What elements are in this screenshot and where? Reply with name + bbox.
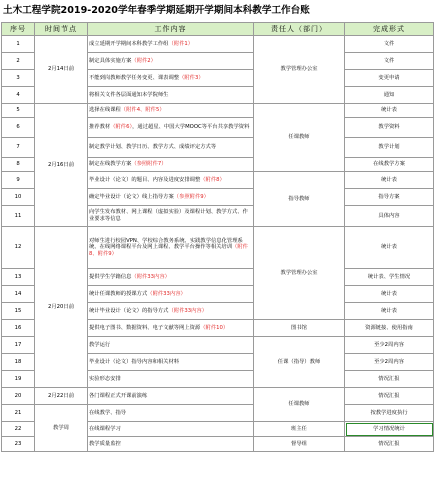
selected-form-cell[interactable]: 学习情况统计 xyxy=(345,422,434,437)
content-cell[interactable]: 成立延期开学期间本科教学工作组（附件1） xyxy=(88,36,254,53)
owner-cell[interactable]: 教学管理办公室 xyxy=(254,227,345,320)
form-cell[interactable]: 按教学进度执行 xyxy=(345,405,434,422)
content-cell[interactable]: 教学质量监控 xyxy=(88,437,254,452)
row-number[interactable]: 10 xyxy=(2,189,35,206)
owner-cell[interactable]: 指导教师 xyxy=(254,172,345,227)
table-row xyxy=(2,36,434,53)
content-cell[interactable]: 制定具体实施方案（附件2） xyxy=(88,53,254,70)
content-cell[interactable]: 统计毕业设计（论文）的指导方式（附件33内容） xyxy=(88,303,254,320)
form-cell[interactable]: 教学资料 xyxy=(345,118,434,138)
header-row xyxy=(2,23,434,36)
date-cell[interactable]: 2月22日前 xyxy=(35,388,88,405)
row-number[interactable]: 22 xyxy=(2,422,35,437)
content-cell[interactable]: 提供学生学籍信息（附件33内容） xyxy=(88,269,254,286)
content-cell[interactable]: 向学生发布教材、网上课程（虚拟实验）及课程计划、教学方式、作业要求等信息 xyxy=(88,206,254,227)
row-number[interactable]: 1 xyxy=(2,36,35,53)
owner-cell[interactable]: 班主任 xyxy=(254,422,345,437)
content-cell[interactable]: 实验形态安排 xyxy=(88,371,254,388)
row-number[interactable]: 3 xyxy=(2,70,35,87)
content-cell[interactable]: 制定教学计划、教学日历、教学方式、成绩评定方式等 xyxy=(88,138,254,158)
row-number[interactable]: 21 xyxy=(2,405,35,422)
form-cell[interactable]: 文件 xyxy=(345,53,434,70)
table-row xyxy=(2,388,434,405)
form-cell[interactable]: 情况汇报 xyxy=(345,388,434,405)
form-cell[interactable]: 情况汇报 xyxy=(345,371,434,388)
form-cell[interactable]: 统计表 xyxy=(345,227,434,269)
form-cell[interactable]: 统计表 xyxy=(345,104,434,118)
row-number[interactable]: 15 xyxy=(2,303,35,320)
form-cell[interactable]: 至少2周内容 xyxy=(345,337,434,354)
row-number[interactable]: 23 xyxy=(2,437,35,452)
row-number[interactable]: 20 xyxy=(2,388,35,405)
table-row xyxy=(2,227,434,269)
content-cell[interactable]: 统计任课教师的授课方式（附件33内容） xyxy=(88,286,254,303)
date-cell[interactable]: 2月20日前 xyxy=(35,227,88,388)
content-cell[interactable]: 选择在线课程（附件4、附件5） xyxy=(88,104,254,118)
form-cell[interactable]: 变更申请 xyxy=(345,70,434,87)
content-cell[interactable]: 推荐教材（附件6），通过超星、中国大学MOOC等平台共享教学资料 xyxy=(88,118,254,138)
form-cell[interactable]: 情况汇报 xyxy=(345,437,434,452)
form-cell[interactable]: 在线教学方案 xyxy=(345,158,434,172)
content-cell[interactable]: 确定毕业设计（论文）线上指导方案（参照附件9） xyxy=(88,189,254,206)
row-number[interactable]: 19 xyxy=(2,371,35,388)
content-cell[interactable]: 制定在线教学方案（参照附件7） xyxy=(88,158,254,172)
sheet-title: 土木工程学院2019-2020学年春季学期延期开学期间本科教学工作台账 xyxy=(3,5,310,16)
form-cell[interactable]: 统计表 xyxy=(345,303,434,320)
form-cell[interactable]: 教学计划 xyxy=(345,138,434,158)
col-header-content[interactable]: 工作内容 xyxy=(88,23,254,36)
table-row xyxy=(2,405,434,422)
table-row xyxy=(2,104,434,118)
date-cell[interactable]: 教学周 xyxy=(35,405,88,452)
form-cell[interactable]: 资源链接、使用指南 xyxy=(345,320,434,337)
col-header-no[interactable]: 序号 xyxy=(2,23,35,36)
row-number[interactable]: 7 xyxy=(2,138,35,158)
row-number[interactable]: 12 xyxy=(2,227,35,269)
form-cell[interactable]: 指导方案 xyxy=(345,189,434,206)
row-number[interactable]: 4 xyxy=(2,87,35,104)
form-cell[interactable]: 具体内容 xyxy=(345,206,434,227)
work-ledger-table xyxy=(1,22,434,452)
content-cell[interactable]: 毕业设计（论文）指导内容和相关材料 xyxy=(88,354,254,371)
form-cell[interactable]: 统计表、学生情况 xyxy=(345,269,434,286)
owner-cell[interactable]: 任课教师 xyxy=(254,104,345,172)
form-cell[interactable]: 至少2周内容 xyxy=(345,354,434,371)
content-cell[interactable]: 毕业设计（论文）的题目、内容及进度安排调整（附件8） xyxy=(88,172,254,189)
content-cell[interactable]: 在线课程学习 xyxy=(88,422,254,437)
content-cell[interactable]: 各门课程正式开课前演练 xyxy=(88,388,254,405)
owner-cell[interactable]: 图书馆 xyxy=(254,320,345,337)
form-cell[interactable]: 文件 xyxy=(345,36,434,53)
content-cell[interactable]: 提供电子图书、数据资料、电子文献等网上资源（附件10） xyxy=(88,320,254,337)
col-header-date[interactable]: 时间节点 xyxy=(35,23,88,36)
row-number[interactable]: 6 xyxy=(2,118,35,138)
date-cell[interactable]: 2月16日前 xyxy=(35,104,88,227)
row-number[interactable]: 17 xyxy=(2,337,35,354)
owner-cell[interactable]: 督导组 xyxy=(254,437,345,452)
row-number[interactable]: 13 xyxy=(2,269,35,286)
content-cell[interactable]: 不能到岗教师教学任务变更、课表调整（附件3） xyxy=(88,70,254,87)
owner-cell[interactable]: 任课教师 xyxy=(254,388,345,422)
owner-cell[interactable]: 任课（指导）教师 xyxy=(254,337,345,388)
row-number[interactable]: 9 xyxy=(2,172,35,189)
col-header-owner[interactable]: 责任人（部门） xyxy=(254,23,345,36)
content-cell[interactable]: 对师生进行校园VPN、学校综合教务系统、实践教学信息化管理系统、在线网络课程平台及网上课程、教学平台操作等相关培训（附件8、附件9） xyxy=(88,227,254,269)
col-header-form[interactable]: 完成形式 xyxy=(345,23,434,36)
row-number[interactable]: 5 xyxy=(2,104,35,118)
form-cell[interactable]: 统计表 xyxy=(345,286,434,303)
owner-cell[interactable]: 教学管理办公室 xyxy=(254,36,345,104)
row-number[interactable]: 18 xyxy=(2,354,35,371)
form-cell[interactable]: 统计表 xyxy=(345,172,434,189)
content-cell[interactable]: 将相关文件各层面通知本学院师生 xyxy=(88,87,254,104)
row-number[interactable]: 16 xyxy=(2,320,35,337)
row-number[interactable]: 8 xyxy=(2,158,35,172)
content-cell[interactable]: 在线教学、指导 xyxy=(88,405,254,422)
row-number[interactable]: 14 xyxy=(2,286,35,303)
content-cell[interactable]: 教学运行 xyxy=(88,337,254,354)
form-cell[interactable]: 通知 xyxy=(345,87,434,104)
row-number[interactable]: 11 xyxy=(2,206,35,227)
date-cell[interactable]: 2月14日前 xyxy=(35,36,88,104)
row-number[interactable]: 2 xyxy=(2,53,35,70)
